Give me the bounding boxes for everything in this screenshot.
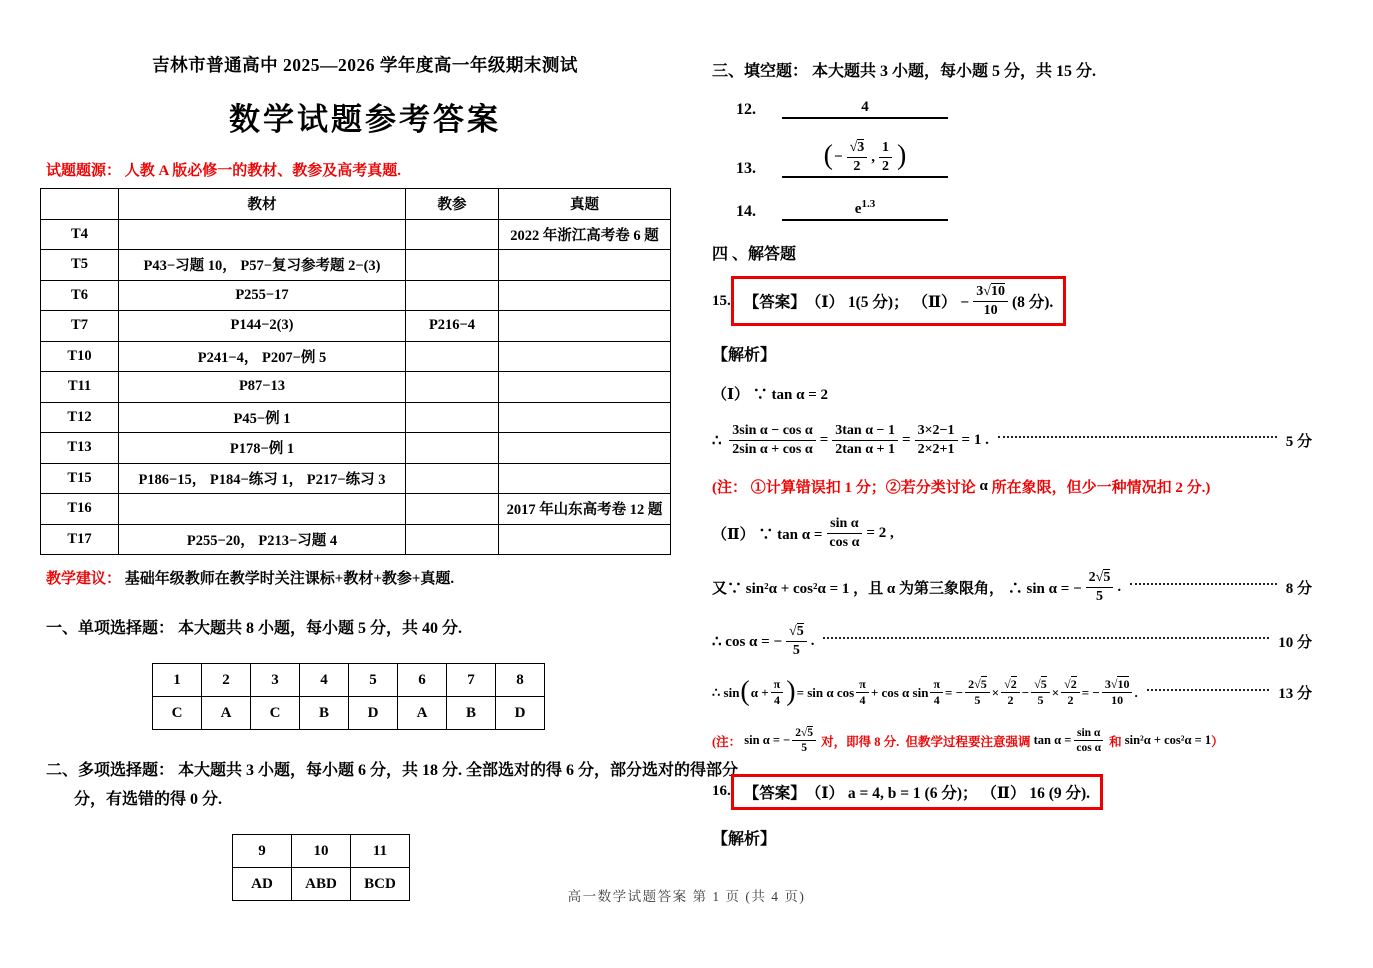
score-label: 8 分 [1285,580,1312,597]
dotted-leader [998,436,1277,438]
source-table-header [41,189,671,220]
q15-step-5: ∴ cos α = − $\frac{√5}{5}$ . 10 分 [712,624,1312,658]
header-zhenti: 真题 [499,189,671,220]
answer-tag: 【答案】 [743,294,806,311]
table-row: T12 P45−例 1 [41,402,671,433]
q16-analysis-label: 【解析】 [712,830,777,848]
header-blank [41,189,119,220]
table-row: T6 P255−17 [41,280,671,311]
q15-note-1: (注： ①计算错误扣 1 分；②若分类讨论 α 所在象限，但少一种情况扣 2 分.) [712,478,1211,496]
fraction: $\frac{\text{3sin α − cos α}}{\text{2sin α + cos α}}$ [729,422,815,458]
big-paren-open: ( [740,675,750,707]
dotted-leader [1147,689,1270,691]
solution-section-title: 四 、解答题 [712,246,797,263]
single-choice-section-title: 一、单项选择题： 本大题共 8 小题，每小题 5 分，共 40 分. [46,620,463,637]
big-paren-close: ) [786,675,796,707]
q16-answer-row [712,774,1312,810]
fraction: $\frac{2√5}{5}$ [965,677,990,708]
q15-step-6: ∴ sin ( α + $\frac{\pi}{4}$ ) = sin α cos $\frac{\pi}{4}$ + cos α sin $\frac{\pi}{4}$ = − $\frac{2√5}{5}$ × $\frac{√2}{2}$ − $\frac{√5}{5}$ × $\frac{√2}{2}$ = − $\frac{3√10}{10}$ . 13 分 [712,675,1312,707]
q15-step-4: 又∵ sin²α + cos²α = 1 ，且 α 为第三象限角， ∴ sin α = − $\frac{2√5}{5}$ . 8 分 [712,570,1312,604]
dotted-leader [823,637,1269,639]
fraction: $\frac{\text{sin α}}{\text{cos α}}$ [826,515,862,551]
fraction: $\frac{2√5}{5}$ [1086,569,1114,605]
fraction: $\frac{3√10}{10}$ [973,283,1008,319]
q13-row [736,139,1312,178]
fraction: $\frac{\pi}{4}$ [856,677,869,708]
fraction: $\frac{2√5}{5}$ [792,726,816,756]
page-footer: 高一数学试题答案 第 1 页 (共 4 页) [567,889,806,904]
header-jiaocai: 教材 [119,189,406,220]
fraction: $\frac{3√10}{10}$ [1102,677,1133,708]
multi-choice-section-title-line2: 分，有选错的得 0 分. [74,791,223,808]
multi-choice-section-title: 二、多项选择题： 本大题共 3 小题，每小题 6 分，共 18 分. 全部选对的得 6 分，部分选对的得部分 [46,762,739,779]
q16-number: 16. [712,783,731,800]
q15-note-2: (注： sin α = − $\frac{2√5}{5}$ 对，即得 8 分. 但教学过程要注意强调 tan α = $\frac{\text{sin α}}{\text{cos α}}$ 和 sin²α + cos²α = 1 ） [712,727,1224,755]
single-choice-answer-table [152,663,545,730]
fraction: $\frac{√2}{2}$ [1001,677,1020,708]
table-row: T5 P43−习题 10， P57−复习参考题 2−(3) [41,250,671,281]
source-note [46,159,690,180]
q15-number: 15. [712,292,731,309]
score-label: 10 分 [1278,634,1312,651]
header-jiaocan: 教参 [406,189,499,220]
q13-answer: ( − $\frac{√3}{2}$ , $\frac{1}{2}$ ) [823,140,907,174]
doc-subtitle: 数学试题参考答案 [229,102,501,137]
dotted-leader [1130,583,1277,585]
q14-blank [782,198,948,221]
q15-answer-row [712,276,1312,326]
q12-row [736,99,1312,119]
advice-text: 基础年级教师在教学时关注课标+教材+教参+真题. [124,571,455,587]
question-number-row: 9 10 11 [233,835,410,868]
q15-step-2: ∴ $\frac{\text{3sin α − cos α}}{\text{2sin α + cos α}}$ = $\frac{\text{3tan α − 1}}{\text{2tan α + 1}}$ = $\frac{3\times 2-1}{2\times 2+1}$ = 1 . 5 分 [712,423,1312,457]
fraction: $\frac{\pi}{4}$ [930,677,943,708]
question-number-row: 1 2 3 4 5 6 7 8 [153,664,545,697]
table-row: T16 2017 年山东高考卷 12 题 [41,494,671,525]
answer-row: AD ABD BCD [233,868,410,901]
fraction: $\frac{3\times 2-1}{2\times 2+1}$ [915,422,958,458]
q14-answer: $e^{1.3}$ [854,198,876,217]
q15-step-1: （Ⅰ） ∵ tan α = 2 [712,387,829,403]
fraction: $\frac{√5}{5}$ [1031,677,1050,708]
q12-answer: 4 [861,99,869,115]
q12-number: 12. [736,101,756,118]
fraction: $\frac{\text{3tan α − 1}}{\text{2tan α + 1}}$ [832,422,898,458]
fraction: $\frac{√5}{5}$ [786,623,807,659]
q13-blank [782,139,948,178]
q15-analysis-label: 【解析】 [712,347,777,364]
answer-row: C A C B D A B D [153,697,545,730]
q16-answer-box: 【答案】 （Ⅰ） a = 4, b = 1 (6 分)； （Ⅱ） 16 (9 分). [731,774,1103,810]
fraction: $\frac{√3}{2}$ [847,139,868,175]
fill-blank-section-title: 三、填空题： 本大题共 3 小题，每小题 5 分，共 15 分. [712,63,1097,80]
source-note-text: 人教 A 版必修一的教材、教参及高考真题. [124,163,402,179]
q15-step-3: （Ⅱ） ∵ tan α = $\frac{\text{sin α}}{\text{cos α}}$ = 2 , [712,516,894,550]
q13-number: 13. [736,160,756,177]
right-column [712,58,1312,849]
source-table [40,188,671,555]
fraction: $\frac{1}{2}$ [879,139,892,175]
q15-answer-box: 【答案】 （Ⅰ） 1(5 分)； （Ⅱ） − $\frac{3√10}{10}$ (8 分). [731,276,1067,326]
score-label: 13 分 [1278,686,1312,702]
score-label: 5 分 [1285,433,1312,450]
doc-title: 吉林市普通高中 2025—2026 学年度高一年级期末测试 [152,55,578,75]
table-row: T10 P241−4， P207−例 5 [41,341,671,372]
table-row: T15 P186−15， P184−练习 1， P217−练习 3 [41,463,671,494]
teaching-advice [46,567,690,588]
fraction: $\frac{\text{sin α}}{\text{cos α}}$ [1073,726,1104,756]
answer-tag: 【答案】 [743,784,806,802]
table-row: T11 P87−13 [41,372,671,403]
q14-number: 14. [736,203,756,220]
table-row: T7 P144−2(3) P216−4 [41,311,671,342]
q12-blank [782,99,948,119]
table-row: T13 P178−例 1 [41,433,671,464]
table-row: T17 P255−20， P213−习题 4 [41,524,671,555]
q14-row [736,198,1312,221]
advice-label: 教学建议： [46,571,125,587]
fraction: $\frac{\pi}{4}$ [771,677,784,708]
fraction: $\frac{√2}{2}$ [1061,677,1080,708]
table-row: T4 2022 年浙江高考卷 6 题 [41,219,671,250]
source-note-label: 试题题源： [46,163,125,179]
